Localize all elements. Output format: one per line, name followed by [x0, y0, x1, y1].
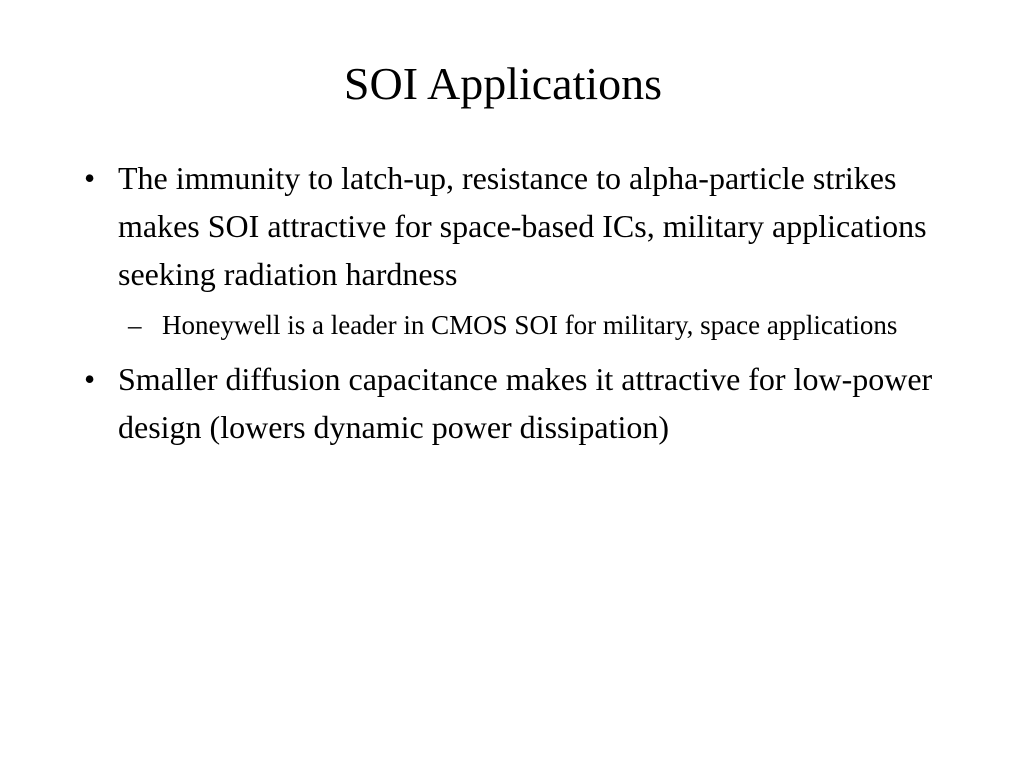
sub-bullet-text: Honeywell is a leader in CMOS SOI for military, space applications	[162, 310, 898, 340]
slide-title: SOI Applications	[343, 58, 663, 109]
sub-bullet-marker: –	[128, 310, 142, 340]
bullet-marker: •	[84, 361, 96, 397]
bullet-item	[78, 154, 948, 298]
bullet-item	[78, 355, 948, 451]
bullet-text: The immunity to latch-up, resistance to alpha-particle strikes makes SOI attractive for space-based ICs, military applications seeking radiation hardness	[118, 160, 927, 292]
bullet-marker: •	[84, 160, 96, 196]
sub-bullet-item	[78, 306, 948, 345]
slide-body	[78, 154, 948, 451]
bullet-text: Smaller diffusion capacitance makes it attractive for low-power design (lowers dynamic power dissipation)	[118, 361, 933, 445]
